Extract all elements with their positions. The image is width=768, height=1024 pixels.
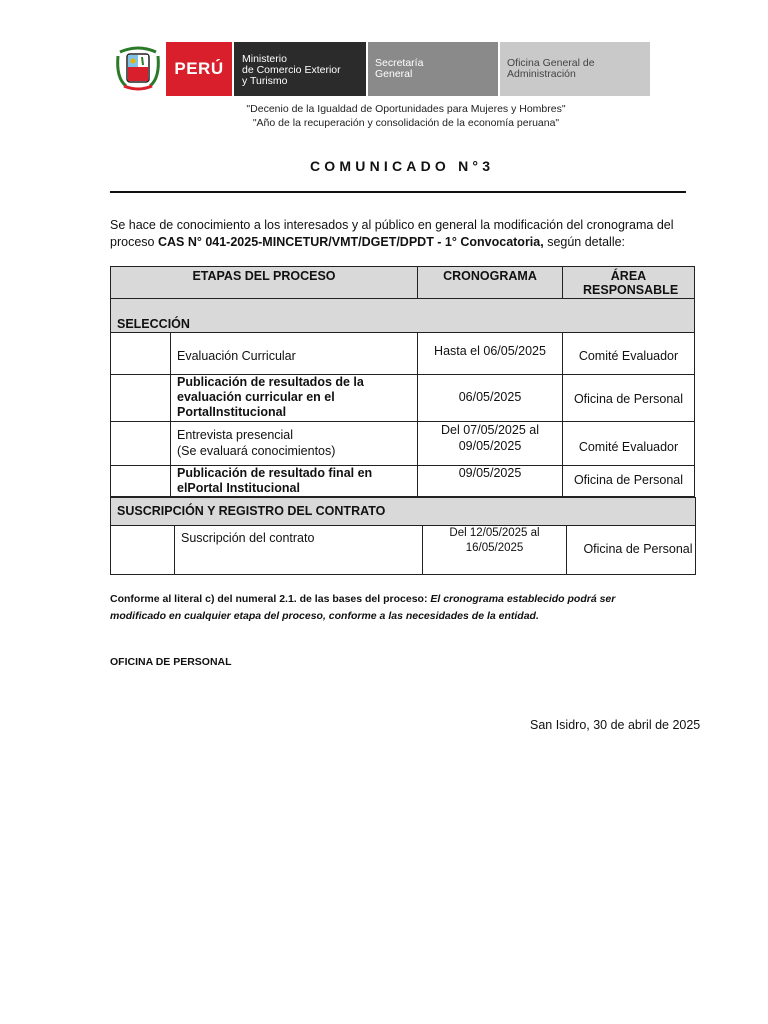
- office-label: Oficina General de Administración: [498, 42, 650, 96]
- header-schedule: CRONOGRAMA: [417, 266, 563, 299]
- area-cell: Comité Evaluador: [562, 332, 695, 375]
- header-stages: ETAPAS DEL PROCESO: [110, 266, 418, 299]
- stage-cell: [170, 421, 418, 466]
- schedule-cell: Del 07/05/2025 al 09/05/2025: [417, 421, 563, 466]
- row-blank-cell: [110, 465, 171, 497]
- stage-cell: Publicación de resultados de la evaluación curricular en el PortalInstitucional: [170, 374, 418, 422]
- intro-paragraph: Se hace de conocimiento a los interesados y al público en general la modificación del cronograma del proceso CAS N° 041-2025-MINCETUR/VMT/DGET/DPDT - 1° Convocatoria, según detalle:: [110, 218, 674, 249]
- row-blank-cell: [110, 332, 171, 375]
- motto-line-2: "Año de la recuperación y consolidación de la economía peruana": [252, 117, 560, 129]
- signature-office: OFICINA DE PERSONAL: [110, 656, 232, 668]
- stage-cell: Suscripción del contrato: [174, 525, 423, 575]
- stage-cell: Evaluación Curricular: [170, 332, 418, 375]
- ministry-label: Ministerio de Comercio Exterior y Turismo: [232, 42, 366, 96]
- area-cell: Oficina de Personal: [562, 374, 695, 422]
- schedule-cell: Del 12/05/2025 al 16/05/2025: [422, 525, 567, 575]
- motto-line-1: "Decenio de la Igualdad de Oportunidades para Mujeres y Hombres": [246, 103, 566, 115]
- area-cell: Comité Evaluador: [562, 421, 695, 466]
- area-cell: Oficina de Personal: [566, 525, 696, 575]
- coat-of-arms-icon: [110, 42, 166, 96]
- stage-cell: Publicación de resultado final en elPortal Institucional: [170, 465, 418, 497]
- stage-subline: (Se evaluará conocimientos): [177, 444, 336, 458]
- section-seleccion: SELECCIÓN: [110, 298, 695, 333]
- schedule-cell: 09/05/2025: [417, 465, 563, 497]
- row-blank-cell: [110, 525, 175, 575]
- secretariat-label: Secretaría General: [366, 42, 498, 96]
- title-underline: [110, 191, 686, 193]
- schedule-cell: 06/05/2025: [417, 374, 563, 422]
- header-banner: [110, 42, 650, 96]
- header-area: ÁREA RESPONSABLE: [562, 266, 695, 299]
- area-cell: Oficina de Personal: [562, 465, 695, 497]
- row-blank-cell: [110, 374, 171, 422]
- legal-note: Conforme al literal c) del numeral 2.1. de las bases del proceso: El cronograma establecido podrá ser modificado en cualquier etapa del proceso, conforme a las necesidades de la entidad.: [110, 593, 616, 622]
- row-blank-cell: [110, 421, 171, 466]
- schedule-cell: Hasta el 06/05/2025: [417, 332, 563, 375]
- place-date: San Isidro, 30 de abril de 2025: [530, 718, 701, 732]
- section-contract: SUSCRIPCIÓN Y REGISTRO DEL CONTRATO: [110, 497, 696, 526]
- stage-line: Entrevista presencial: [177, 428, 294, 442]
- document-title: COMUNICADO N°3: [310, 158, 495, 174]
- peru-brand: PERÚ: [166, 42, 232, 96]
